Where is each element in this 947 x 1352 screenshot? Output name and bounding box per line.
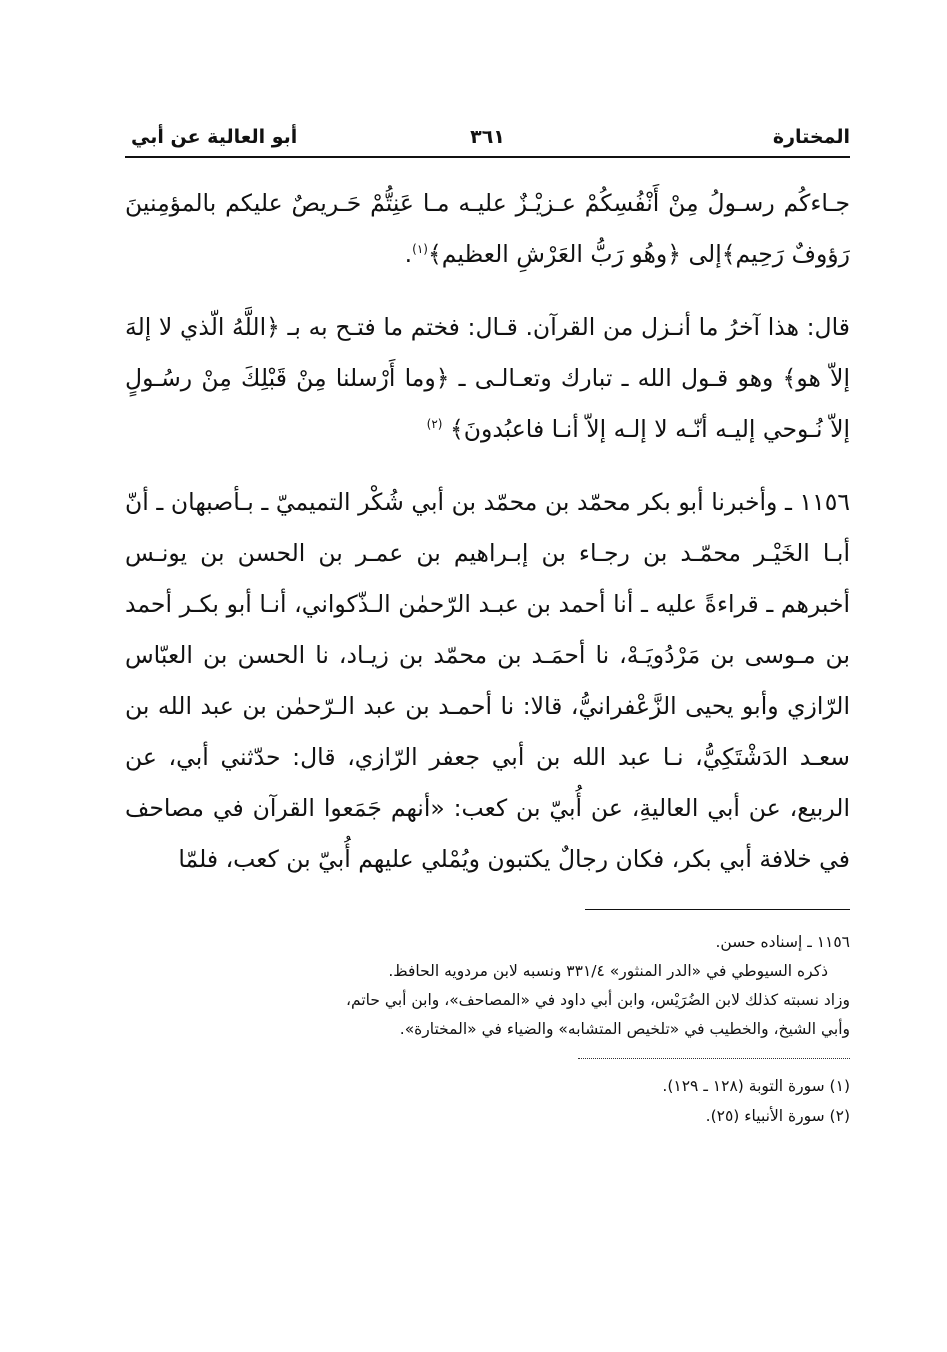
paragraph-quran-verse-text: جـاءكُم رسـولُ مِنْ أَنْفُسِكُمْ عـزيْـزٌ عليـه مـا عَنِتُّمْ حَـريصٌ عليكم بالمؤمِنينَ رَؤوفٌ رَحِيم﴾إلى ﴿وهُو رَبُّ العَرْشِ العظيم﴾ xyxy=(125,189,850,268)
paragraph-last-revealed-text: قال: هذا آخرُ ما أنـزل من القرآن. قـال: فختم ما فتـح به بـ ﴿اللَّهُ الّذي لا إلهَ إلاّ هو﴾ وهو قـول الله ـ تبارك وتعـالـى ـ ﴿وما أَرْسلنا مِنْ قَبْلِكَ مِنْ رسُـولٍ إلاّ نُـوحي إليـه أنّـه لا إلـه إلاّ أنـا فاعبُدونَ﴾ xyxy=(125,313,850,443)
footnote-1: (١) سورة التوبة (١٢٨ ـ ١٢٩). xyxy=(662,1077,850,1095)
note-line-additional-cont: وأبي الشيخ، والخطيب في «تلخيص المتشابه» والضياء في «المختارة». xyxy=(399,1020,850,1038)
page-number: ٣٦١ xyxy=(470,126,505,148)
footnote-2: (٢) سورة الأنبياء (٢٥). xyxy=(705,1107,850,1125)
paragraph-last-revealed xyxy=(125,302,850,455)
paragraph-end-mark: . xyxy=(404,240,413,268)
footnote-ref-2: (٢) xyxy=(426,417,443,432)
note-line-source: ذكره السيوطي في «الدر المنثور» ٣٣١/٤ ونسبه لابن مردويه الحافظ. xyxy=(388,962,828,980)
footnotes xyxy=(125,1071,850,1131)
running-header xyxy=(125,112,850,158)
chapter-title: أبو العالية عن أبي xyxy=(131,126,298,148)
footnotes-divider xyxy=(578,1058,850,1059)
paragraph-quran-verse xyxy=(125,178,850,280)
note-line-grading: ١١٥٦ ـ إسناده حسن. xyxy=(715,933,850,951)
book-page xyxy=(125,112,850,1312)
hadith-notes xyxy=(125,928,850,1044)
note-line-additional: وزاد نسبته كذلك لابن الضُرَيْس، وابن أبي داود في «المصاحف»، وابن أبي حاتم، xyxy=(346,991,850,1009)
footnote-ref-1: (١) xyxy=(412,242,428,257)
notes-divider xyxy=(585,909,850,910)
main-text xyxy=(125,178,850,885)
book-title: المختارة xyxy=(772,126,850,148)
paragraph-hadith-1156: ١١٥٦ ـ وأخبرنا أبو بكر محمّد بن محمّد بن أبي شُكْر التميميّ ـ بـأصبهان ـ أنّ أبـا الخَيْـر محمّـد بن رجـاء بن إبـراهيم بن عمـر بن الحسن بن يونـس أخبرهم ـ قراءةً عليه ـ أنا أحمد بن عبـد الرّحمٰن الـذّكواني، أنـا أبو بكـر أحمد بن مـوسى بن مَرْدُويَـهْ، نا أحمَـد بن محمّد بن زيـاد، نا الحسن بن العبّاس الرّازي وأبو يحيى الزَّعْفرانيُّ، قالا: نا أحمـد بن عبد الـرّحمٰن بن عبد الله بن سعـد الدَشْتَكِيُّ، نـا عبد الله بن أبي جعفر الرّازي، قال: حدّثني أبي، عن الربيع، عن أبي العاليةِ، عن أُبيّ بن كعب: «أنهم جَمَعوا القرآن في مصاحف في خلافة أبي بكر، فكان رجالٌ يكتبون ويُمْلي عليهم أُبيّ بن كعب، فلمّا xyxy=(125,488,850,873)
